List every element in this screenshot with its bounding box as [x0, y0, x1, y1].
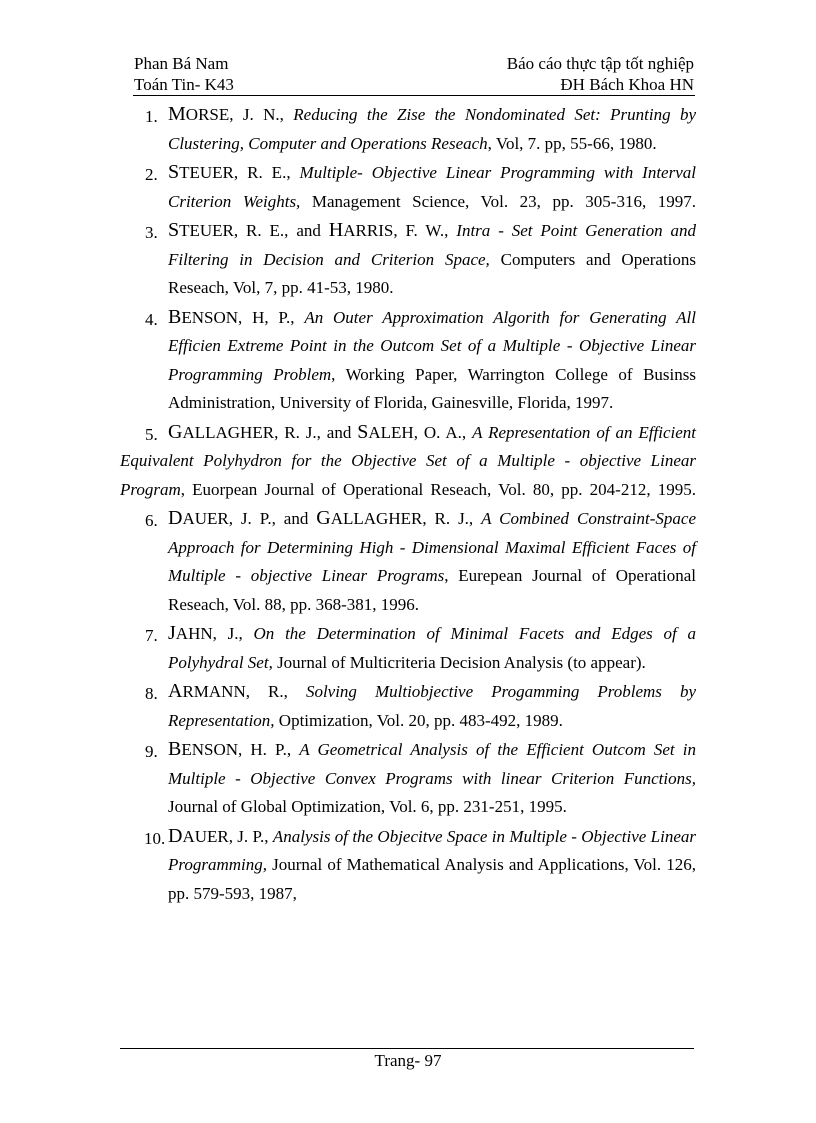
reference-number: 8. [145, 684, 158, 703]
report-title: Báo cáo thực tập tốt nghiệp [506, 54, 694, 73]
reference-number: 1. [145, 107, 158, 126]
reference-item: 4. BENSON, H, P., An Outer Approximation Algorith for Generating All Efficien Extreme Point in the Outcom Set of a Multiple - Objective Linear Programming Problem, Working Paper, Warrington College of Businss Administration, University of Florida, Gainesville, Florida, 1997. [145, 305, 696, 412]
reference-number: 3. [145, 223, 158, 242]
reference-title: Intra - Set Point Generation and Filtering in Decision and Criterion Space, [168, 221, 696, 269]
reference-number: 9. [145, 742, 158, 761]
reference-item: 5. GALLAGHER, R. J., and SALEH, O. A., A Representation of an Efficient Equivalent Polyhydron for the Objective Set of a Multiple - objective Linear Program, Euorpean Journal of Operational Reseach, Vol. 80, pp. 204-212, 1995. [120, 420, 696, 499]
reference-number: 2. [145, 165, 158, 184]
reference-title: A Geometrical Analysis of the Efficient Outcom Set in Multiple - Objective Convex Programs with linear Criterion Functions, [168, 740, 696, 788]
header-right [507, 53, 694, 95]
university-name: ĐH Bách Khoa HN [560, 75, 694, 94]
reference-number: 6. [145, 511, 158, 530]
reference-title: On the Determination of Minimal Facets and Edges of a Polyhydral Set [168, 624, 696, 672]
reference-number: 5. [145, 424, 158, 444]
reference-number: 7. [145, 626, 158, 645]
reference-title: An Outer Approximation Algorith for Generating All Efficien Extreme Point in the Outcom Set of a Multiple - Objective Linear Programming Problem [168, 307, 696, 384]
reference-title: Solving Multiobjective Progamming Problems by Representation, [168, 682, 696, 730]
reference-item: 10. DAUER, J. P., Analysis of the Objecitve Space in Multiple - Objective Linear Programming, Journal of Mathematical Analysis and Applications, Vol. 126, pp. 579-593, 1987, [144, 824, 696, 903]
reference-title: Reducing the Zise the Nondominated Set: Prunting by Clustering, Computer and Operations Reseach [168, 105, 696, 153]
reference-item: 2. STEUER, R. E., Multiple- Objective Linear Programming with Interval Criterion Weights, Management Science, Vol. 23, pp. 305-316, 1997. [145, 161, 697, 211]
reference-number: 4. [145, 309, 158, 329]
reference-item: 9. BENSON, H. P., A Geometrical Analysis of the Efficient Outcom Set in Multiple - Objective Convex Programs with linear Criterion Functions, Journal of Global Optimization, Vol. 6, pp. 231-251, 1995. [145, 738, 696, 816]
reference-title: Multiple- Objective Linear Programming with Interval Criterion Weights, [168, 163, 696, 211]
reference-title: A Combined Constraint-Space Approach for Determining High - Dimensional Maximal Efficient Faces of Multiple - objective Linear Programs [168, 509, 696, 585]
reference-number: 10. [144, 828, 166, 848]
header-left [134, 53, 234, 95]
reference-title: Analysis of the Objecitve Space in Multiple - Objective Linear Programming, [168, 826, 696, 874]
page-number: Trang- 97 [374, 1051, 442, 1070]
reference-item: 8. ARMANN, R., Solving Multiobjective Progamming Problems by Representation, Optimization, Vol. 20, pp. 483-492, 1989. [145, 680, 696, 730]
header-divider [133, 95, 695, 96]
reference-item: 3. STEUER, R. E., and HARRIS, F. W., Intra - Set Point Generation and Filtering in Decision and Criterion Space, Computers and Operations Reseach, Vol, 7, pp. 41-53, 1980. [145, 219, 697, 297]
reference-item: 6. DAUER, J. P., and GALLAGHER, R. J., A Combined Constraint-Space Approach for Determining High - Dimensional Maximal Efficient Faces of Multiple - objective Linear Programs, Eurepean Journal of Operational Reseach, Vol. 88, pp. 368-381, 1996. [145, 507, 696, 614]
reference-item: 1. MORSE, J. N., Reducing the Zise the Nondominated Set: Prunting by Clustering, Computer and Operations Reseach, Vol, 7. pp, 55-66, 1980. [145, 103, 696, 153]
class-name: Toán Tin- K43 [134, 75, 234, 94]
author-name: Phan Bá Nam [134, 54, 229, 73]
footer-divider [120, 1048, 694, 1049]
reference-item: 7. JAHN, J., On the Determination of Minimal Facets and Edges of a Polyhydral Set, Journal of Multicriteria Decision Analysis (to appear). [145, 622, 696, 672]
reference-list [0, 100, 816, 908]
reference-title: A Representation of an Efficient Equivalent Polyhydron for the Objective Set of a Multiple - objective Linear Program [120, 422, 696, 499]
